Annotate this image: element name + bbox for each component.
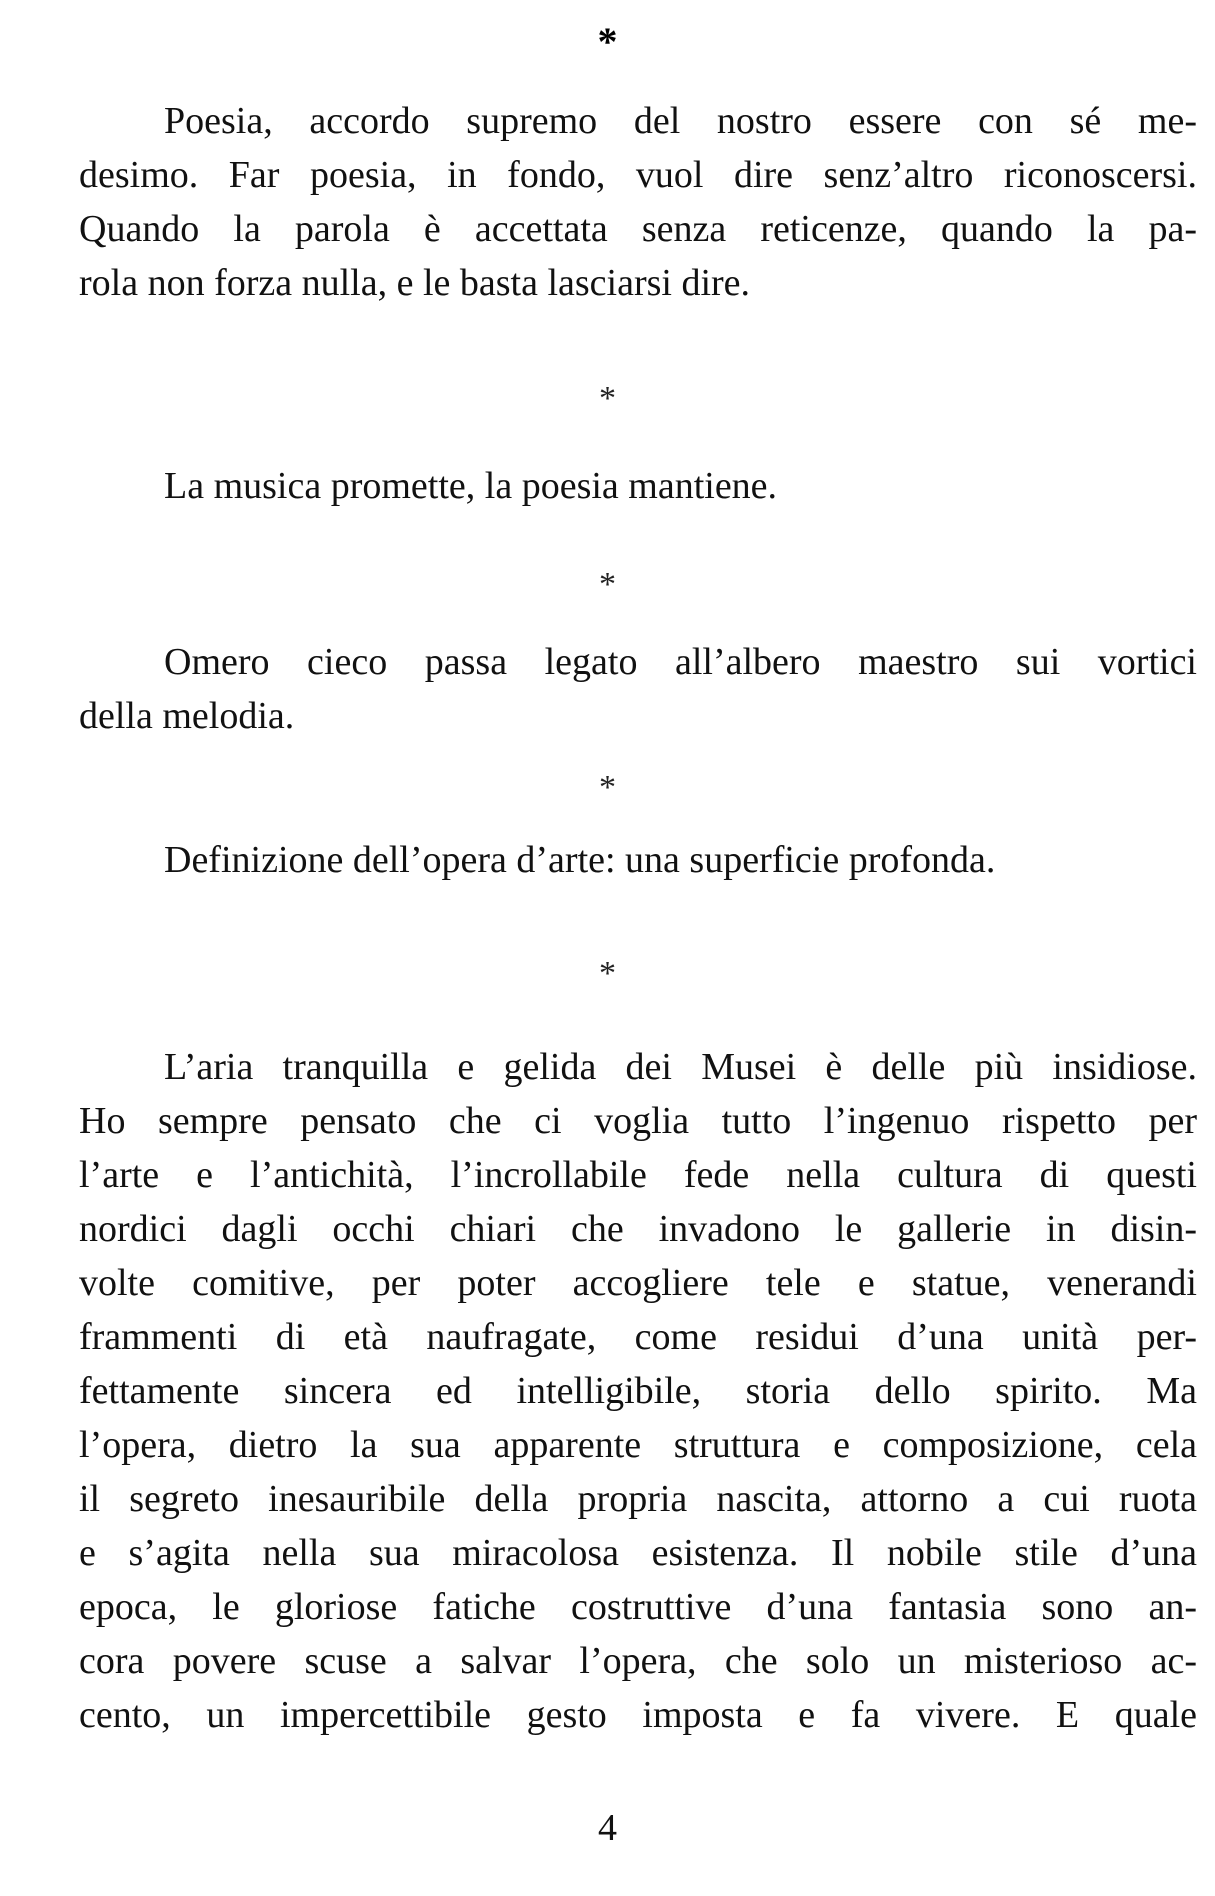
paragraph-definizione (79, 833, 1197, 887)
text-line: La musica promette, la poesia mantiene. (164, 465, 778, 507)
text-line: nordici dagli occhi chiari che invadono le gallerie in disin- (79, 1208, 1197, 1250)
section-separator: * (599, 769, 616, 806)
text-line: l’opera, dietro la sua apparente struttura e composizione, cela (79, 1424, 1197, 1466)
paragraph-poesia (79, 94, 1197, 310)
paragraph-omero (79, 635, 1197, 743)
paragraph-musei (79, 1040, 1197, 1742)
section-separator: * (599, 566, 616, 603)
page-number: 4 (598, 1807, 617, 1849)
section-separator: * (597, 19, 618, 64)
text-line: desimo. Far poesia, in fondo, vuol dire senz’altro riconoscersi. (79, 154, 1197, 196)
text-line: volte comitive, per poter accogliere tele e statue, venerandi (79, 1262, 1197, 1304)
text-line: Ho sempre pensato che ci voglia tutto l’ingenuo rispetto per (79, 1100, 1197, 1142)
text-line: della melodia. (79, 695, 295, 737)
text-line: e s’agita nella sua miracolosa esistenza. Il nobile stile d’una (79, 1532, 1197, 1574)
text-line: Definizione dell’opera d’arte: una superficie profonda. (164, 839, 996, 881)
section-separator: * (599, 380, 616, 417)
paragraph-musica (79, 459, 1197, 513)
text-line: Omero cieco passa legato all’albero maestro sui vortici (164, 641, 1197, 683)
text-line: cora povere scuse a salvar l’opera, che solo un misterioso ac- (79, 1640, 1197, 1682)
text-line: Poesia, accordo supremo del nostro essere con sé me- (164, 100, 1197, 142)
text-line: l’arte e l’antichità, l’incrollabile fede nella cultura di questi (79, 1154, 1197, 1196)
text-line: frammenti di età naufragate, come residui d’una unità per- (79, 1316, 1197, 1358)
text-line: L’aria tranquilla e gelida dei Musei è delle più insidiose. (164, 1046, 1197, 1088)
text-line: cento, un impercettibile gesto imposta e fa vivere. E quale (79, 1694, 1197, 1736)
section-separator: * (599, 955, 616, 992)
text-line: Quando la parola è accettata senza reticenze, quando la pa- (79, 208, 1197, 250)
text-line: fettamente sincera ed intelligibile, storia dello spirito. Ma (79, 1370, 1197, 1412)
text-line: il segreto inesauribile della propria nascita, attorno a cui ruota (79, 1478, 1197, 1520)
text-line: epoca, le gloriose fatiche costruttive d’una fantasia sono an- (79, 1586, 1197, 1628)
text-line: rola non forza nulla, e le basta lasciarsi dire. (79, 262, 751, 304)
